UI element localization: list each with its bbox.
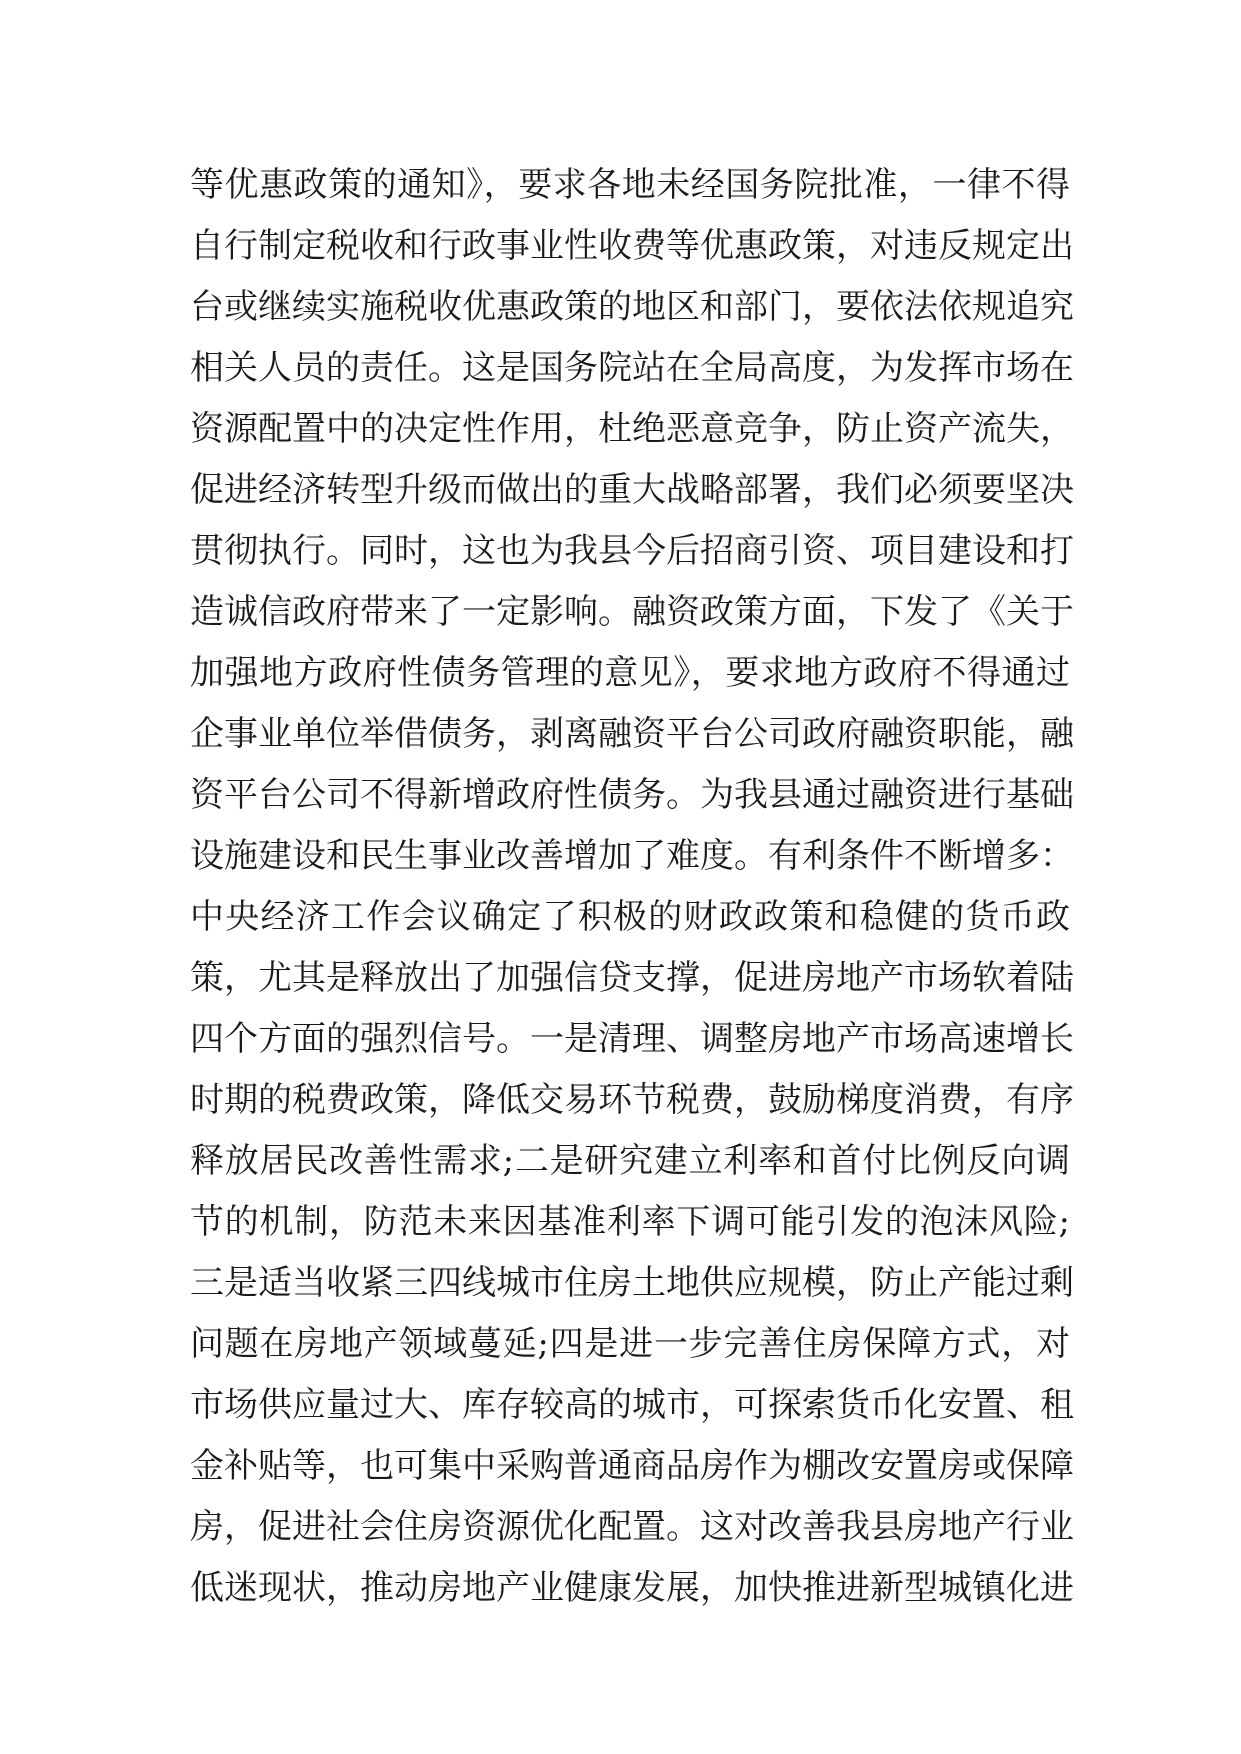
text-line: 相关人员的责任。这是国务院站在全局高度，为发挥市场在 xyxy=(190,348,1074,388)
text-line: 节的机制，防范未来因基准利率下调可能引发的泡沫风险; xyxy=(190,1202,1070,1242)
text-line: 金补贴等，也可集中采购普通商品房作为棚改安置房或保障 xyxy=(190,1446,1074,1486)
text-line: 设施建设和民生事业改善增加了难度。有利条件不断增多： xyxy=(190,836,1074,876)
text-line: 加强地方政府性债务管理的意见》，要求地方政府不得通过 xyxy=(190,653,1070,693)
text-line: 释放居民改善性需求;二是研究建立利率和首付比例反向调 xyxy=(190,1141,1070,1181)
text-line: 市场供应量过大、库存较高的城市，可探索货币化安置、租 xyxy=(190,1385,1074,1425)
text-line: 中央经济工作会议确定了积极的财政政策和稳健的货币政 xyxy=(190,897,1070,937)
text-line: 促进经济转型升级而做出的重大战略部署，我们必须要坚决 xyxy=(190,470,1074,510)
text-line: 策，尤其是释放出了加强信贷支撑，促进房地产市场软着陆 xyxy=(190,958,1074,998)
text-line: 四个方面的强烈信号。一是清理、调整房地产市场高速增长 xyxy=(190,1019,1074,1059)
text-line: 资平台公司不得新增政府性债务。为我县通过融资进行基础 xyxy=(190,775,1074,815)
text-line: 三是适当收紧三四线城市住房土地供应规模，防止产能过剩 xyxy=(190,1263,1074,1303)
text-line: 贯彻执行。同时，这也为我县今后招商引资、项目建设和打 xyxy=(190,531,1074,571)
text-line: 低迷现状，推动房地产业健康发展，加快推进新型城镇化进 xyxy=(190,1568,1074,1608)
text-line: 问题在房地产领域蔓延;四是进一步完善住房保障方式，对 xyxy=(190,1324,1071,1364)
text-line: 资源配置中的决定性作用，杜绝恶意竞争，防止资产流失， xyxy=(190,409,1074,449)
body-text xyxy=(190,155,1074,1619)
text-line: 企事业单位举借债务，剥离融资平台公司政府融资职能，融 xyxy=(190,714,1074,754)
text-line: 房，促进社会住房资源优化配置。这对改善我县房地产行业 xyxy=(190,1507,1074,1547)
text-line: 造诚信政府带来了一定影响。融资政策方面，下发了《关于 xyxy=(190,592,1074,632)
text-line: 台或继续实施税收优惠政策的地区和部门，要依法依规追究 xyxy=(190,287,1074,327)
text-line: 等优惠政策的通知》，要求各地未经国务院批准，一律不得 xyxy=(190,165,1070,205)
text-line: 自行制定税收和行政事业性收费等优惠政策，对违反规定出 xyxy=(190,226,1074,266)
text-line: 时期的税费政策，降低交易环节税费，鼓励梯度消费，有序 xyxy=(190,1080,1074,1120)
